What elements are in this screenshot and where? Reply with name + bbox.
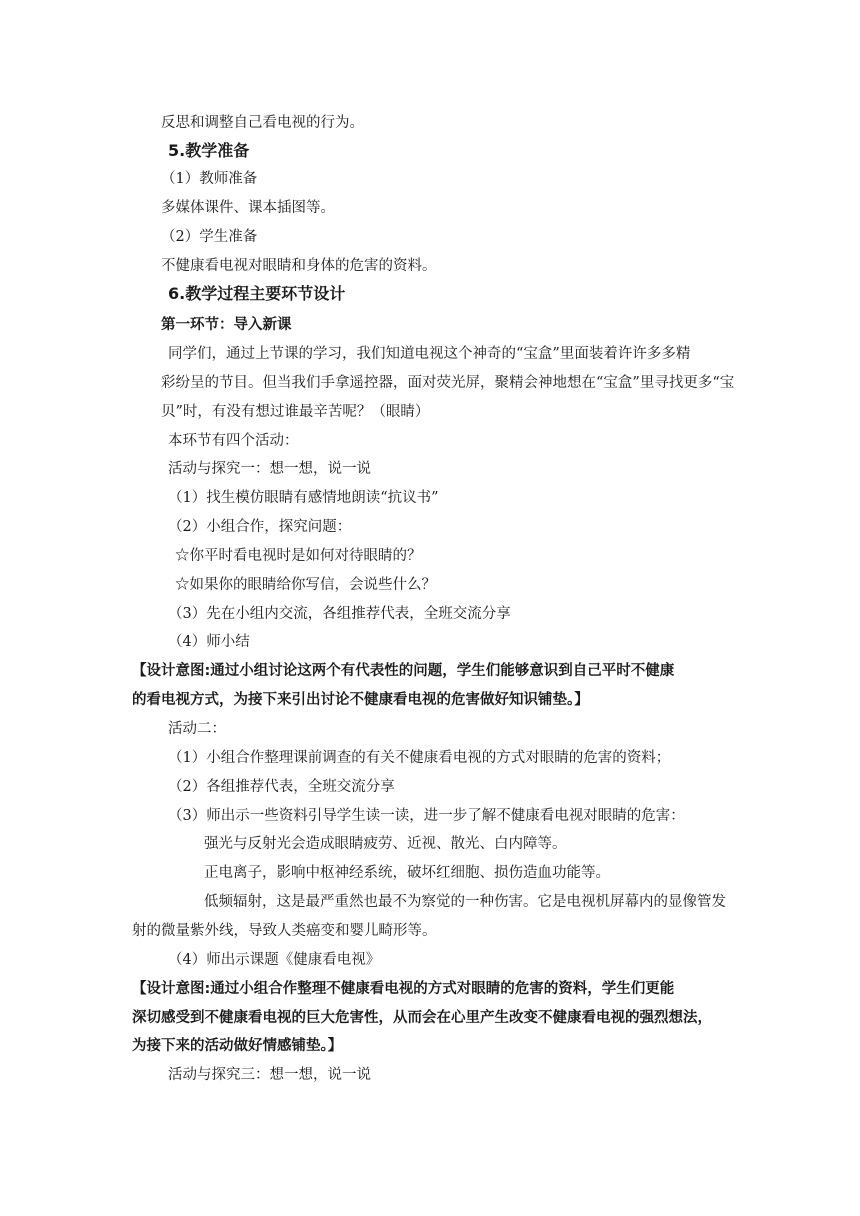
text-line: （2）小组合作，探究问题： bbox=[168, 519, 352, 535]
design-intent-note: 【设计意图:通过小组讨论这两个有代表性的问题，学生们能够意识到自己平时不健康 bbox=[132, 663, 675, 679]
text-line: 本环节有四个活动： bbox=[168, 433, 299, 449]
text-line: 彩纷呈的节目。但当我们手拿遥控器，面对荧光屏，聚精会神地想在“宝盒”里寻找更多“宝 bbox=[161, 375, 735, 391]
text-line: （2）各组推荐代表，全班交流分享 bbox=[168, 779, 395, 795]
text-line: （3）先在小组内交流，各组推荐代表，全班交流分享 bbox=[168, 606, 511, 622]
text-line: 活动与探究三：想一想，说一说 bbox=[168, 1067, 371, 1083]
text-line: ☆你平时看电视时是如何对待眼睛的？ bbox=[175, 548, 422, 564]
design-intent-note: 的看电视方式，为接下来引出讨论不健康看电视的危害做好知识铺垫。】 bbox=[132, 692, 589, 708]
text-line: （1）找生模仿眼睛有感情地朗读“抗议书” bbox=[168, 490, 439, 506]
text-line: 反思和调整自己看电视的行为。 bbox=[161, 115, 364, 131]
text-line: 同学们，通过上节课的学习，我们知道电视这个神奇的“宝盒”里面装着许许多多精 bbox=[168, 346, 691, 362]
text-line: 贝”时，有没有想过谁最辛苦呢？（眼睛） bbox=[161, 404, 430, 420]
text-line: （1）教师准备 bbox=[161, 171, 258, 187]
text-line: 活动与探究一：想一想，说一说 bbox=[168, 461, 371, 477]
text-line: （4）师出示课题《健康看电视》 bbox=[168, 952, 381, 968]
text-line: （1）小组合作整理课前调查的有关不健康看电视的方式对眼睛的危害的资料； bbox=[168, 750, 671, 766]
design-intent-note: 深切感受到不健康看电视的巨大危害性，从而会在心里产生改变不健康看电视的强烈想法， bbox=[132, 1010, 712, 1026]
design-intent-note: 为接下来的活动做好情感铺垫。】 bbox=[132, 1038, 343, 1054]
text-line: （4）师小结 bbox=[168, 634, 250, 650]
design-intent-note: 【设计意图:通过小组合作整理不健康看电视的方式对眼睛的危害的资料，学生们更能 bbox=[132, 981, 675, 997]
text-line: 强光与反射光会造成眼睛疲劳、近视、散光、白内障等。 bbox=[204, 836, 567, 852]
text-line: 多媒体课件、课本插图等。 bbox=[161, 200, 335, 216]
text-line: ☆如果你的眼睛给你写信，会说些什么？ bbox=[175, 577, 436, 593]
text-line: （3）师出示一些资料引导学生读一读，进一步了解不健康看电视对眼睛的危害： bbox=[168, 808, 685, 824]
text-line: 低频辐射，这是最严重然也最不为察觉的一种伤害。它是电视机屏幕内的显像管发 bbox=[204, 894, 726, 910]
text-line: 射的微量紫外线，导致人类癌变和婴儿畸形等。 bbox=[132, 923, 437, 939]
subsection-heading: 第一环节：导入新课 bbox=[161, 317, 292, 333]
text-line: 活动二： bbox=[168, 721, 226, 737]
text-line: （2）学生准备 bbox=[161, 229, 258, 245]
section-heading: 6.教学过程主要环节设计 bbox=[168, 284, 346, 303]
text-line: 正电离子，影响中枢神经系统，破坏红细胞、损伤造血功能等。 bbox=[204, 865, 610, 881]
text-line: 不健康看电视对眼睛和身体的危害的资料。 bbox=[161, 258, 437, 274]
section-heading: 5.教学准备 bbox=[168, 141, 250, 160]
